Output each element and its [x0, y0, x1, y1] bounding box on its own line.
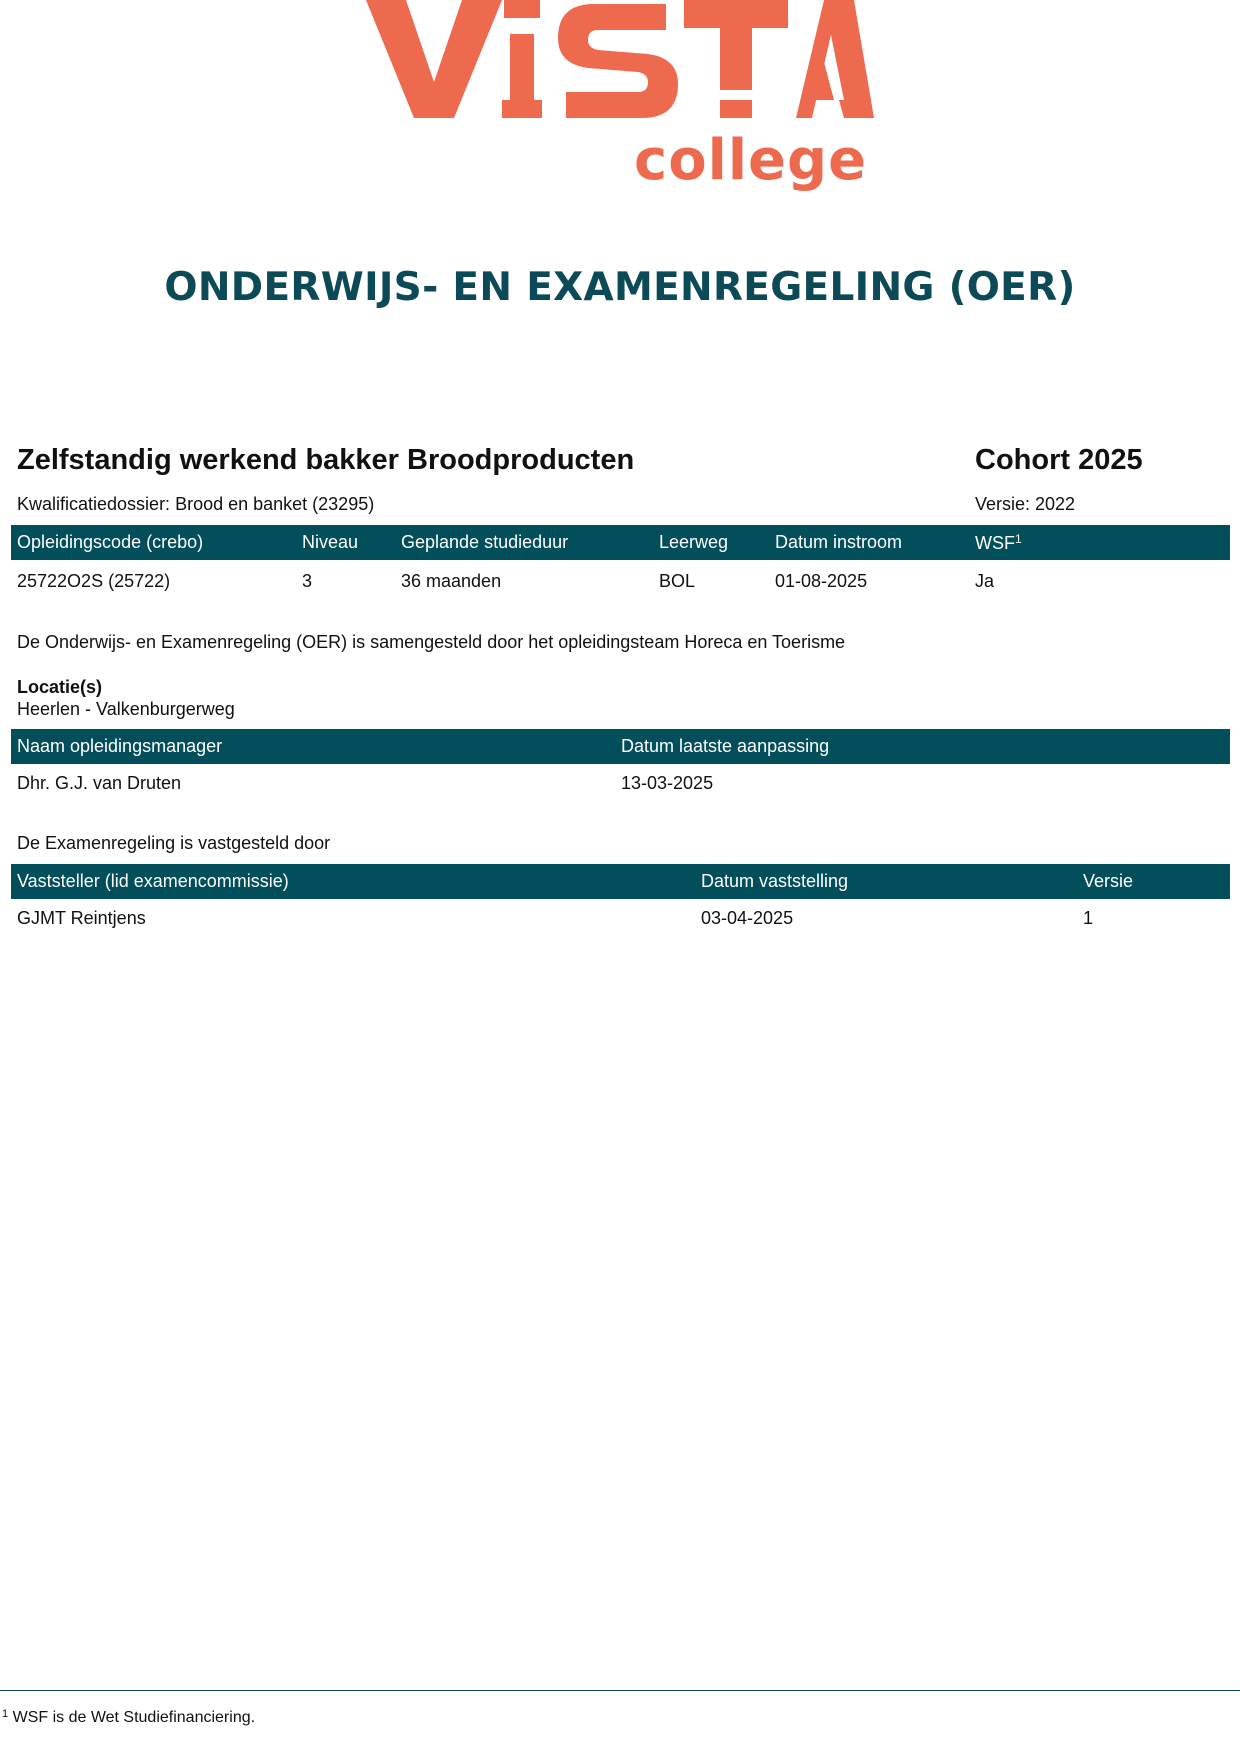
th-opleidingscode: Opleidingscode (crebo) [17, 532, 204, 552]
th-datum-vaststelling: Datum vaststelling [701, 871, 849, 891]
footnote-divider [0, 1690, 1240, 1691]
th-laatste-aanpassing: Datum laatste aanpassing [621, 736, 830, 756]
footnote-text: WSF is de Wet Studiefinanciering. [12, 1709, 256, 1726]
exam-text: De Examenregeling is vastgesteld door [17, 833, 331, 853]
locatie-value: Heerlen - Valkenburgerweg [17, 699, 235, 719]
cohort-label: Cohort 2025 [975, 444, 1143, 476]
td-laatste-aanpassing: 13-03-2025 [621, 773, 714, 793]
logo-college-text: college [634, 128, 868, 193]
team-text: De Onderwijs- en Examenregeling (OER) is samengesteld door het opleidingsteam Horeca en Toerisme [17, 632, 846, 652]
table2-header [11, 729, 1230, 764]
th-datum-instroom: Datum instroom [775, 532, 903, 552]
footnote [2, 1708, 255, 1727]
version-label: Versie: 2022 [975, 494, 1076, 514]
vista-college-logo [366, 0, 874, 205]
footnote-ref: 1 [1015, 532, 1022, 546]
td-opleidingscode: 25722O2S (25722) [17, 571, 171, 591]
footnote-number: 1 [2, 1708, 9, 1720]
td-versie: 1 [1083, 908, 1094, 928]
td-studieduur: 36 maanden [401, 571, 502, 591]
td-wsf: Ja [975, 571, 995, 591]
dossier-label: Kwalificatiedossier: Brood en banket (23295) [17, 494, 375, 514]
td-datum-instroom: 01-08-2025 [775, 571, 868, 591]
th-wsf [975, 532, 1022, 554]
table3-header [11, 864, 1230, 899]
td-opleidingsmanager: Dhr. G.J. van Druten [17, 773, 182, 793]
th-studieduur: Geplande studieduur [401, 532, 569, 552]
td-leerweg: BOL [659, 571, 696, 591]
th-opleidingsmanager: Naam opleidingsmanager [17, 736, 223, 756]
td-datum-vaststelling: 03-04-2025 [701, 908, 794, 928]
td-niveau: 3 [302, 571, 313, 591]
document-title: ONDERWIJS- EN EXAMENREGELING (OER) [164, 265, 1076, 310]
th-niveau: Niveau [302, 532, 359, 552]
th-wsf-label: WSF [975, 533, 1015, 553]
td-vaststeller: GJMT Reintjens [17, 908, 146, 928]
locatie-label: Locatie(s) [17, 677, 103, 697]
th-leerweg: Leerweg [659, 532, 729, 552]
table1-header [11, 525, 1230, 560]
th-vaststeller: Vaststeller (lid examencommissie) [17, 871, 289, 891]
th-versie: Versie [1083, 871, 1134, 891]
program-name: Zelfstandig werkend bakker Broodproducten [17, 444, 635, 476]
